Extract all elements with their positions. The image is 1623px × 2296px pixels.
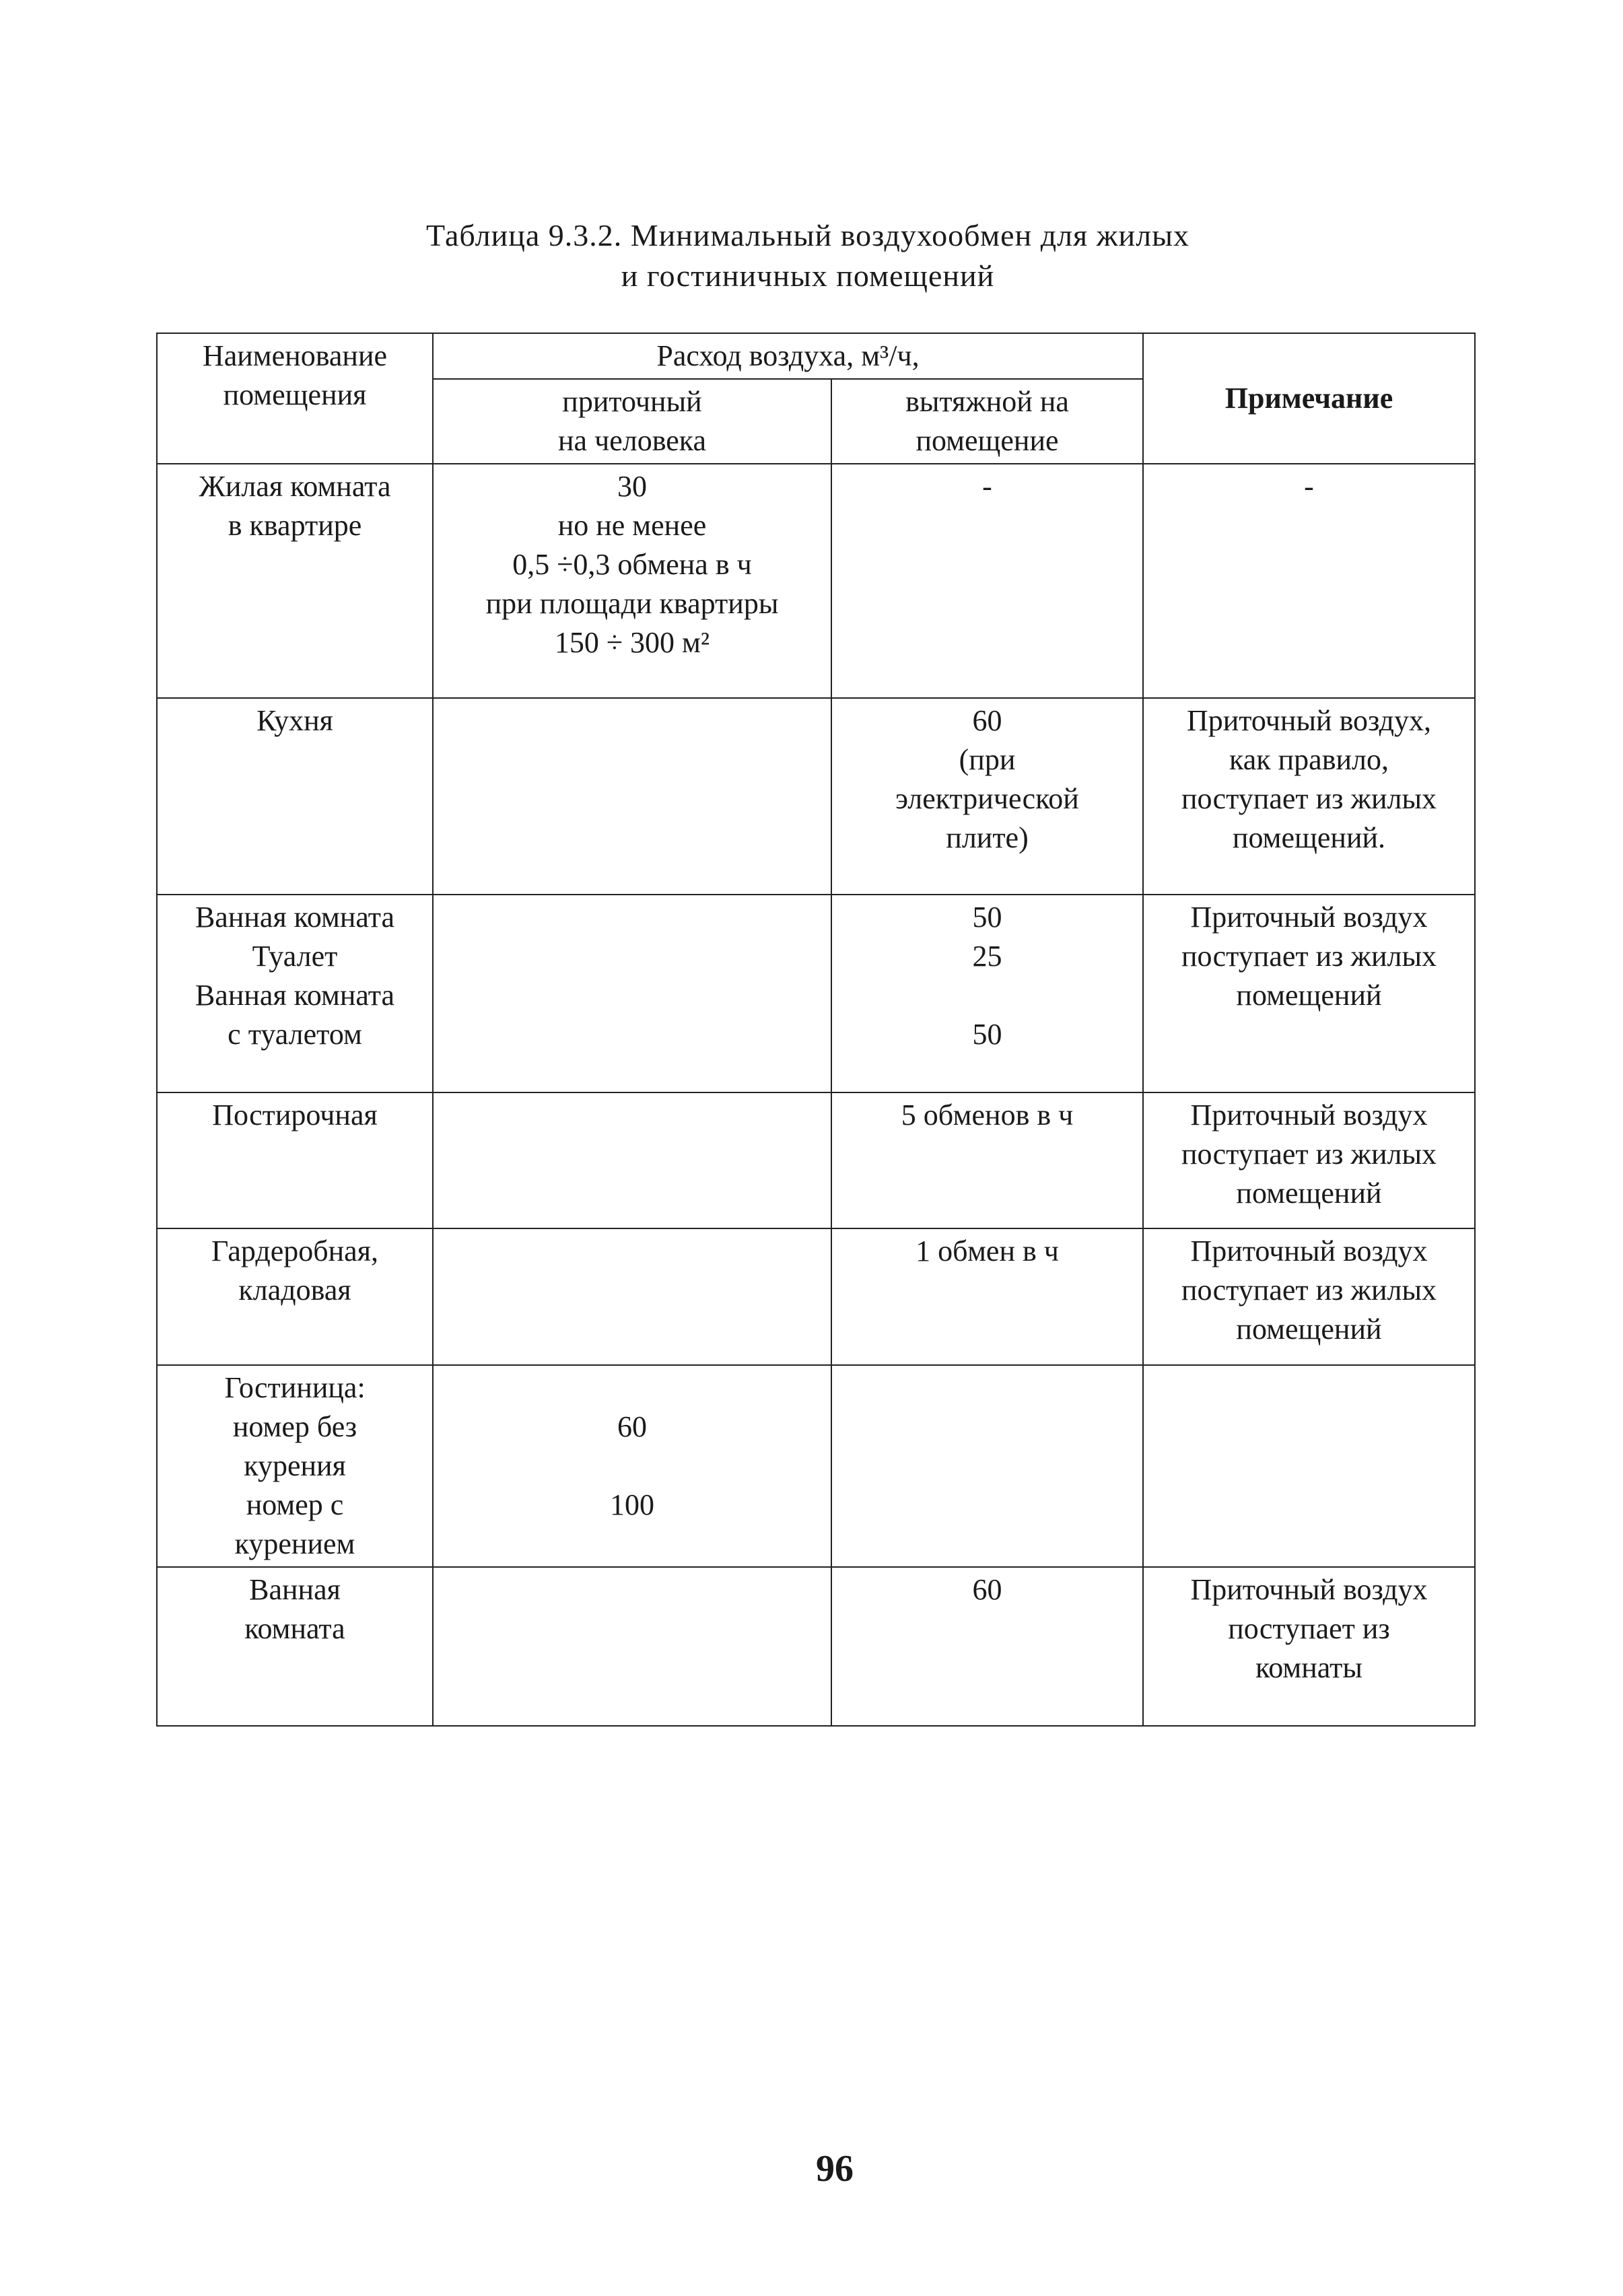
table-row <box>157 1228 1475 1365</box>
cell-room-name: Кухня <box>157 698 433 895</box>
table-row <box>157 698 1475 895</box>
table-title <box>269 215 1346 296</box>
cell-supply <box>433 698 831 895</box>
cell-supply <box>433 895 831 1092</box>
cell-supply: 60 100 <box>433 1365 831 1567</box>
header-exhaust: вытяжной на помещение <box>831 379 1143 464</box>
page-number: 96 <box>816 2148 854 2190</box>
cell-supply <box>433 1567 831 1726</box>
cell-supply <box>433 1228 831 1365</box>
cell-note: Приточный воздух поступает из жилых помещений <box>1143 1228 1475 1365</box>
cell-exhaust: - <box>831 464 1143 698</box>
table-row <box>157 464 1475 698</box>
header-air-flow: Расход воздуха, м³/ч, <box>433 333 1143 379</box>
cell-note <box>1143 1365 1475 1567</box>
cell-exhaust: 1 обмен в ч <box>831 1228 1143 1365</box>
cell-room-name: Жилая комната в квартире <box>157 464 433 698</box>
cell-supply: 30 но не менее 0,5 ÷0,3 обмена в ч при площади квартиры 150 ÷ 300 м² <box>433 464 831 698</box>
cell-exhaust: 60 (при электрической плите) <box>831 698 1143 895</box>
table-row <box>157 1567 1475 1726</box>
header-note: Примечание <box>1143 333 1475 464</box>
cell-room-name: Ванная комната Туалет Ванная комната с туалетом <box>157 895 433 1092</box>
table-title-line-2: и гостиничных помещений <box>621 258 995 293</box>
table-row <box>157 895 1475 1092</box>
cell-room-name: Гостиница: номер без курения номер с курением <box>157 1365 433 1567</box>
table-title-line-1: Таблица 9.3.2. Минимальный воздухообмен для жилых <box>426 218 1189 252</box>
table-row <box>157 1365 1475 1567</box>
header-row-1 <box>157 333 1475 379</box>
cell-room-name: Постирочная <box>157 1092 433 1228</box>
cell-exhaust: 5 обменов в ч <box>831 1092 1143 1228</box>
cell-note: - <box>1143 464 1475 698</box>
cell-note: Приточный воздух поступает из комнаты <box>1143 1567 1475 1726</box>
cell-supply <box>433 1092 831 1228</box>
cell-note: Приточный воздух поступает из жилых помещений <box>1143 1092 1475 1228</box>
cell-note: Приточный воздух, как правило, поступает из жилых помещений. <box>1143 698 1475 895</box>
cell-exhaust <box>831 1365 1143 1567</box>
table-row <box>157 1092 1475 1228</box>
air-exchange-table <box>156 333 1476 1727</box>
cell-room-name: Ванная комната <box>157 1567 433 1726</box>
header-supply: приточный на человека <box>433 379 831 464</box>
cell-note: Приточный воздух поступает из жилых помещений <box>1143 895 1475 1092</box>
header-room-name: Наименование помещения <box>157 333 433 464</box>
cell-exhaust: 50 25 50 <box>831 895 1143 1092</box>
cell-room-name: Гардеробная, кладовая <box>157 1228 433 1365</box>
cell-exhaust: 60 <box>831 1567 1143 1726</box>
